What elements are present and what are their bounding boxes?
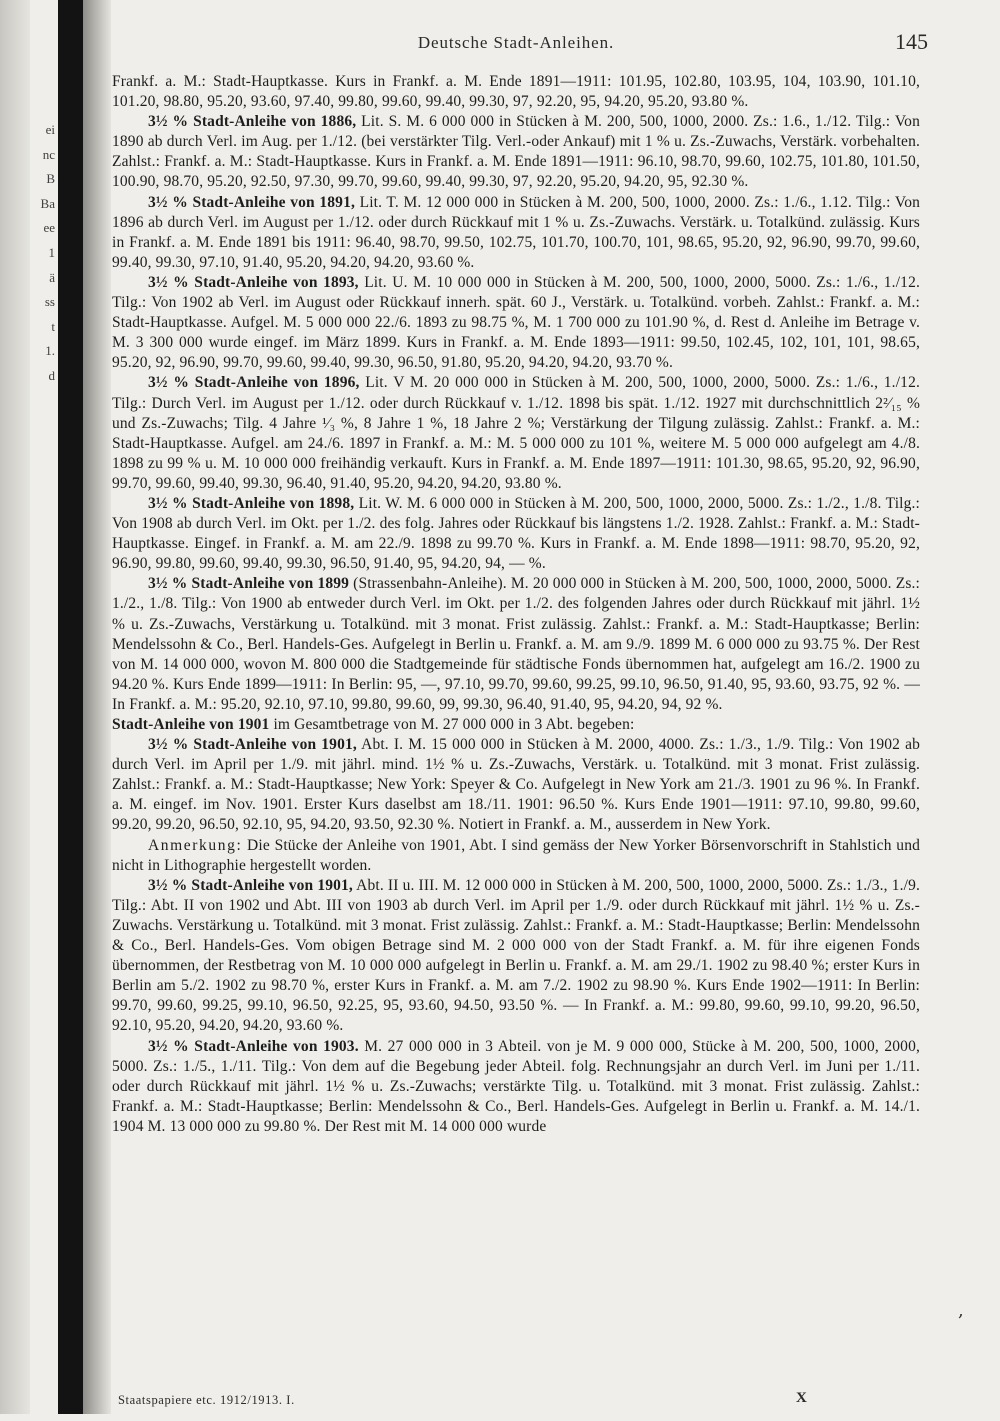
entry-text: M. 27 000 000 in 3 Abteil. von je M. 9 000 000, Stücke à M. 200, 500, 1000, 2000, 5000. Zs.: 1./5., 1./11. Tilg.: Von dem auf die Begebung jeder Abteil. folg. Rechnungsjahr an durch Verl. im Juni per 1./11. oder durch Rückkauf mit jährl. 1½ % u. Zs.-Zuwachs; verstärkte Tilg. u. Totalkünd. mit 3 monat. Frist zulässig. Zahlst.: Frankf. a. M.: Stadt-Hauptkasse; Berlin: Mendelssohn & Co., Berl. Handels-Ges. Aufgelegt in Berlin u. Frankf. a. M. 14./1. 1904 M. 13 000 000 zu 99.80 %. Der Rest mit M. 14 000 000 wurde	[112, 1037, 920, 1135]
entry-heading: 3½ % Stadt-Anleihe von 1898,	[148, 494, 355, 512]
margin-fragment	[3, 438, 55, 463]
entry-heading: 3½ % Stadt-Anleihe von 1899	[148, 575, 350, 593]
margin-fragment	[3, 561, 55, 586]
page-header	[112, 29, 928, 57]
entry-heading: 3½ % Stadt-Anleihe von 1901,	[148, 876, 353, 894]
loan-entry-9	[112, 735, 920, 835]
signature-mark: X	[796, 1390, 807, 1406]
margin-fragment: t	[51, 318, 55, 334]
margin-fragment	[3, 954, 55, 979]
entry-heading: Stadt-Anleihe von 1901	[112, 716, 270, 733]
entry-heading: 3½ % Stadt-Anleihe von 1903.	[148, 1037, 359, 1055]
previous-page-margin-text	[3, 118, 55, 1421]
spine-shadow	[83, 0, 111, 1414]
entry-text: Abt. II u. III. M. 12 000 000 in Stücken à M. 200, 500, 1000, 2000, 5000. Zs.: 1./3., 1./9. Tilg.: Abt. II von 1902 und Abt. III von 1903 ab durch Verl. im April per 1./9. oder durch Rückkauf mit jährl. 1½ % u. Zs.-Zuwachs. Verstärkung u. Totalkünd. mit 3 monat. Frist zulässig. Zahlst.: Frankf. a. M.: Stadt-Hauptkasse; Berlin: Mendelssohn & Co., Berl. Handels-Ges. Vom obigen Betrage sind M. 2 000 000 von der Stadt Frankf. a. M. für ihre eigenen Fonds übernommen, der Restbetrag von M. 10 000 000 aufgelegt in Berlin u. Frankf. a. M. am 29./1. 1902 zu 98.40 %; erster Kurs in Berlin am 5./2. 1902 zu 98.70 %, erster Kurs in Frankf. a. M. am 7./2. 1902 zu 98.90 %. Kurs Ende 1902—1911: In Berlin: 99.70, 99.60, 99.25, 99.10, 96.50, 92.25, 95, 93.60, 94.50, 93.50 %. — In Frankf. a. M.: 99.80, 99.60, 99.10, 99.20, 96.50, 92.10, 95.20, 94.20, 94.20, 93.60 %.	[112, 876, 921, 1035]
footer-text: Staatspapiere etc. 1912/1913. I.	[118, 1393, 295, 1407]
entry-text: Lit. U. M. 10 000 000 in Stücken à M. 200, 500, 1000, 2000, 5000. Zs.: 1./6., 1./12. Tilg.: Von 1902 ab Verl. im August oder Rückkauf innerh. spät. 60 J., Verstärk. u. Totalkünd. vorbeh. Zahlst.: Frankf. a. M.: Stadt-Hauptkasse. Aufgel. M. 5 000 000 22./6. 1893 zu 98.75 %, M. 1 700 000 zu 101.90 %, d. Rest d. Anleihe im Betrage v. M. 3 300 000 wurde eingef. im März 1899. Kurs in Frankf. a. M. Ende 1893—1911: 99.50, 102.45, 102, 101, 101, 98.65, 95.20, 92, 96.90, 99.70, 99.60, 99.40, 99.30, 96.50, 91.80, 95.20, 94.20, 94.20, 93.70 %.	[112, 273, 920, 372]
loan-entry-5	[112, 373, 920, 494]
entry-text: Lit. V M. 20 000 000 in Stücken à M. 200, 500, 1000, 2000, 5000. Zs.: 1./6., 1./12. Tilg.: Durch Verl. im August per 1./12. oder durch Rückkauf v. 1./12. 1898 bis spät. 1./12. 1927 mit durchschnittlich 2²⁄₁₅ % und Zs.-Zuwachs; Tilg. 4 Jahre ¹⁄₃ %, 8 Jahre 1 %, 18 Jahre 2 %; Verstärkung der Tilgung zulässig. Zahlst.: Frankf. a. M.: Stadt-Hauptkasse. Aufgel. am 24./6. 1897 in Frankf. a. M.: M. 5 000 000 zu 101 %, weitere M. 5 000 000 aufgelegt am 4./8. 1898 zu 99 % u. M. 10 000 000 freihändig verkauft. Kurs in Frankf. a. M. Ende 1897—1911: 101.30, 98.65, 95.20, 92, 96.90, 99.70, 99.60, 99.40, 99.30, 96.40, 91.40, 95.20, 94.20, 94.20, 93.80 %.	[112, 374, 920, 492]
margin-fragment	[3, 1151, 55, 1176]
margin-fragment: nc	[42, 146, 55, 162]
page-footer	[112, 1390, 920, 1411]
loan-entry-10	[112, 876, 920, 1037]
entry-text: Abt. I. M. 15 000 000 in Stücken à M. 2000, 4000. Zs.: 1./3., 1./9. Tilg.: Von 1902 ab durch Verl. im April per 1./9. mit jährl. mind. 1½ % u. Zs.-Zuwachs, Verstärk. u. Totalkünd. mit 3 monat. Frist zulässig. Zahlst.: Frankf. a. M.: Stadt-Hauptkasse; New York: Speyer & Co. Aufgelegt in New York am 21./3. 1901 zu 96 %. In Frankf. a. M. eingef. im Nov. 1901. Erster Kurs daselbst am 18./11. 1901: 96.50 %. Kurs Ende 1901—1911: 97.10, 99.80, 99.60, 99.20, 99.20, 96.50, 92.10, 95, 94.20, 93.50, 92.30 %. Notiert in Frankf. a. M., ausserdem in New York.	[112, 736, 920, 834]
note-label: Anmerkung:	[148, 836, 243, 854]
margin-fragment	[3, 930, 55, 955]
margin-fragment	[3, 634, 55, 659]
margin-fragment	[3, 462, 55, 487]
margin-fragment: ss	[44, 294, 55, 310]
margin-fragment	[3, 856, 55, 881]
loan-entry-11	[112, 1037, 920, 1137]
margin-fragment	[3, 979, 55, 1004]
margin-fragment	[3, 610, 55, 635]
margin-fragment	[3, 782, 55, 807]
entry-text: Lit. T. M. 12 000 000 in Stücken à M. 200, 500, 1000, 2000. Zs.: 1./6., 1.12. Tilg.: Von 1896 ab durch Verl. im August per 1./12. oder durch Rückkauf mit 1 % u. Zs.-Zuwachs. Verstärk. u. Totalkünd. zulässig. Kurs in Frankf. a. M. Ende 1891 bis 1911: 96.40, 98.70, 99.50, 102.75, 101.70, 100.70, 101, 98.65, 95.20, 92, 96.90, 99.70, 99.60, 99.40, 99.30, 97.10, 91.40, 95.20, 94.20, 94.20, 93.60 %.	[112, 193, 920, 271]
entry-heading: 3½ % Stadt-Anleihe von 1896,	[148, 374, 360, 392]
margin-fragment: ä	[49, 269, 55, 285]
loan-entry-8	[112, 715, 920, 735]
margin-fragment: B	[46, 171, 55, 187]
margin-fragment	[3, 659, 55, 684]
margin-fragment: Ba	[40, 195, 55, 211]
margin-fragment	[3, 1323, 55, 1348]
entry-heading: 3½ % Stadt-Anleihe von 1901,	[148, 736, 357, 754]
margin-fragment	[3, 1274, 55, 1299]
margin-fragment	[3, 733, 55, 758]
margin-fragment	[3, 807, 55, 832]
margin-fragment: ee	[43, 220, 55, 236]
book-spine	[58, 0, 83, 1414]
entry-heading: 3½ % Stadt-Anleihe von 1891,	[148, 193, 356, 211]
margin-fragment	[3, 1028, 55, 1053]
margin-fragment	[3, 1126, 55, 1151]
margin-fragment	[3, 1003, 55, 1028]
loan-entry-4	[112, 273, 920, 373]
margin-fragment: 1	[48, 244, 55, 260]
margin-fragment	[3, 413, 55, 438]
loan-entry-1	[112, 72, 920, 112]
loan-entry-6	[112, 494, 920, 574]
entry-heading: 3½ % Stadt-Anleihe von 1893,	[148, 273, 359, 291]
running-title: Deutsche Stadt-Anleihen.	[417, 33, 615, 52]
margin-fragment	[3, 684, 55, 709]
entry-text: Lit. S. M. 6 000 000 in Stücken à M. 200, 500, 1000, 2000. Zs.: 1.6., 1./12. Tilg.: Von 1890 ab durch Verl. im Aug. per 1./12. (bei verstärkter Tilg. Verl.-oder Ankauf) mit 1 % u. Zs.-Zuwachs, Verstärk. vorbehalten. Zahlst.: Frankf. a. M.: Stadt-Hauptkasse. Kurs in Frankf. a. M. Ende 1891—1911: 96.10, 98.70, 99.60, 102.75, 101.80, 101.50, 100.90, 98.70, 95.20, 92.50, 97.30, 99.70, 99.60, 99.40, 99.30, 97, 92.20, 95.20, 94.20, 95, 92.30 %.	[112, 113, 920, 191]
entry-text: Frankf. a. M.: Stadt-Hauptkasse. Kurs in Frankf. a. M. Ende 1891—1911: 101.95, 102.80, 103.95, 104, 103.90, 101.10, 101.20, 98.80, 95.20, 93.60, 97.40, 99.80, 99.60, 99.40, 99.30, 97, 92.20, 95, 94.20, 95.20, 93.80 %.	[112, 73, 920, 111]
page-number: 145	[895, 29, 928, 54]
margin-fragment	[3, 757, 55, 782]
loan-entry-3	[112, 193, 920, 273]
margin-fragment	[3, 1053, 55, 1078]
annotation-note	[112, 836, 920, 876]
margin-fragment	[3, 1372, 55, 1397]
margin-fragment	[3, 1102, 55, 1127]
margin-fragment	[3, 536, 55, 561]
margin-fragment	[3, 1200, 55, 1225]
margin-fragment	[3, 1397, 55, 1421]
loan-entry-2	[112, 112, 920, 192]
page-body	[112, 72, 920, 1137]
loan-entry-7	[112, 574, 920, 715]
margin-fragment	[3, 1225, 55, 1250]
margin-fragment: 1.	[45, 343, 55, 359]
margin-fragment	[3, 1299, 55, 1324]
margin-fragment	[3, 880, 55, 905]
margin-fragment	[3, 389, 55, 414]
margin-fragment	[3, 905, 55, 930]
margin-fragment	[3, 1249, 55, 1274]
margin-fragment: d	[48, 367, 55, 383]
margin-fragment	[3, 831, 55, 856]
margin-fragment	[3, 487, 55, 512]
margin-fragment	[3, 1176, 55, 1201]
entry-heading: 3½ % Stadt-Anleihe von 1886,	[148, 113, 357, 131]
margin-fragment	[3, 1348, 55, 1373]
margin-mark: ,	[958, 1300, 964, 1321]
entry-text: Lit. W. M. 6 000 000 in Stücken à M. 200, 500, 1000, 2000, 5000. Zs.: 1./2., 1./8. Tilg.: Von 1908 ab durch Verl. im Okt. per 1./2. des folg. Jahres oder Rückkauf bis längstens 1./2. 1928. Zahlst.: Frankf. a. M.: Stadt-Hauptkasse. Eingef. in Frankf. a. M. am 22./9. 1898 zu 99.70 %. Kurs in Frankf. a. M. Ende 1898—1911: 98.70, 95.20, 92, 96.90, 99.80, 99.60, 99.40, 99.30, 96.50, 91.40, 95, 94.20, 94, — %.	[112, 494, 920, 573]
margin-fragment: ei	[45, 122, 55, 137]
margin-fragment	[3, 708, 55, 733]
entry-text: (Strassenbahn-Anleihe). M. 20 000 000 in Stücken à M. 200, 500, 1000, 2000, 5000. Zs.: 1./2., 1./8. Tilg.: Von 1900 ab entweder durch Verl. im Okt. per 1./2. des folgenden Jahres oder durch Rückkauf mit jährl. 1½ % u. Zs.-Zuwachs, Verstärkung u. Totalkünd. mit 3 monat. Frist zulässig. Zahlst.: Frankf. a. M.: Stadt-Hauptkasse; Berlin: Mendelssohn & Co., Berl. Handels-Ges. Aufgelegt in Berlin u. Frankf. a. M. am 9./9. 1899 M. 6 000 000 zu 93.75 %. Der Rest von M. 14 000 000, wovon M. 800 000 die Stadtgemeinde für städtische Fonds übernommen hat, aufgelegt am 16./2. 1900 zu 94.20 %. Kurs Ende 1899—1911: In Berlin: 95, —, 97.10, 99.70, 99.60, 99.25, 99.10, 96.50, 91.40, 95, 93.60, 93.75, 92 %. — In Frankf. a. M.: 95.20, 92.10, 97.10, 99.80, 99.60, 99, 99.30, 96.40, 91.40, 95, 94.20, 94, 92 %.	[112, 575, 920, 713]
margin-fragment	[3, 585, 55, 610]
margin-fragment	[3, 1077, 55, 1102]
entry-text: im Gesamtbetrage von M. 27 000 000 in 3 Abt. begeben:	[269, 716, 635, 733]
margin-fragment	[3, 512, 55, 537]
note-text: Die Stücke der Anleihe von 1901, Abt. I sind gemäss der New Yorker Börsenvorschrift in Stahlstich und nicht in Lithographie hergestellt worden.	[112, 836, 920, 874]
